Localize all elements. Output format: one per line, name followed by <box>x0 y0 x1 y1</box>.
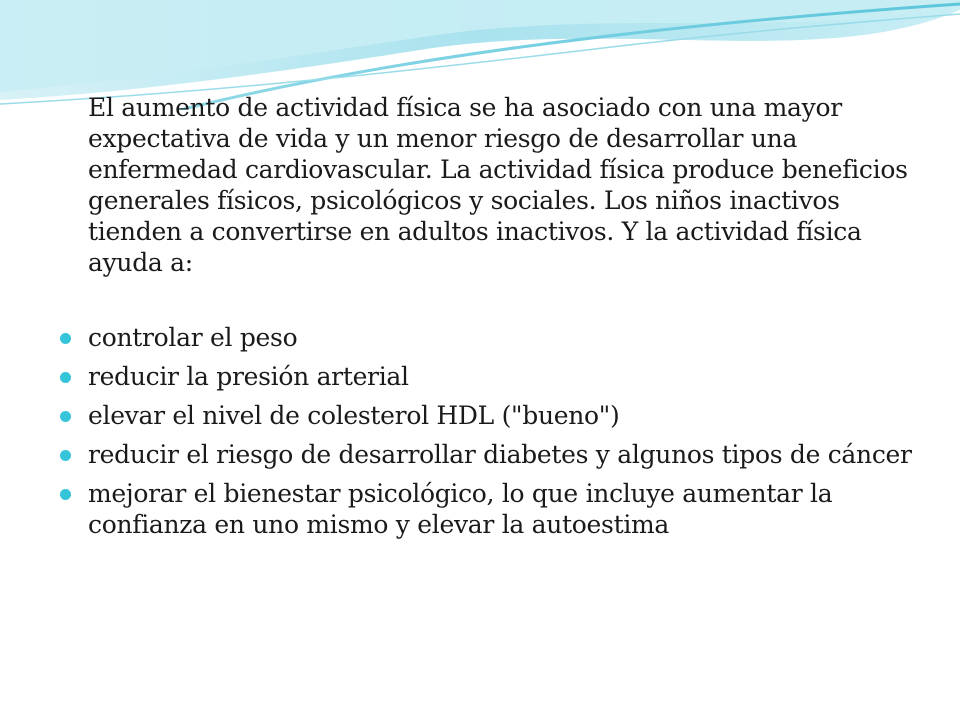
list-item <box>58 478 928 540</box>
list-item-text: reducir el riesgo de desarrollar diabetes y algunos tipos de cáncer <box>88 440 912 469</box>
list-item <box>58 322 928 353</box>
bullet-dot-icon <box>60 372 71 383</box>
list-item <box>58 439 928 470</box>
list-item <box>58 400 928 431</box>
list-item <box>58 361 928 392</box>
list-item-text: controlar el peso <box>88 323 298 352</box>
intro-text: El aumento de actividad física se ha asociado con una mayor expectativa de vida y un menor riesgo de desarrollar una enfermedad cardiovascular. La actividad física produce beneficios generales físicos, psicológicos y sociales. Los niños inactivos tienden a convertirse en adultos inactivos. Y la actividad física ayuda a: <box>88 93 908 277</box>
list-item-text: mejorar el bienestar psicológico, lo que incluye aumentar la confianza en uno mismo y elevar la autoestima <box>88 479 833 539</box>
bullet-dot-icon <box>60 411 71 422</box>
intro-paragraph <box>88 92 918 278</box>
benefits-list <box>58 322 928 548</box>
list-item-text: reducir la presión arterial <box>88 362 409 391</box>
bullet-dot-icon <box>60 333 71 344</box>
bullet-dot-icon <box>60 450 71 461</box>
list-item-text: elevar el nivel de colesterol HDL ("bueno") <box>88 401 620 430</box>
bullet-dot-icon <box>60 489 71 500</box>
